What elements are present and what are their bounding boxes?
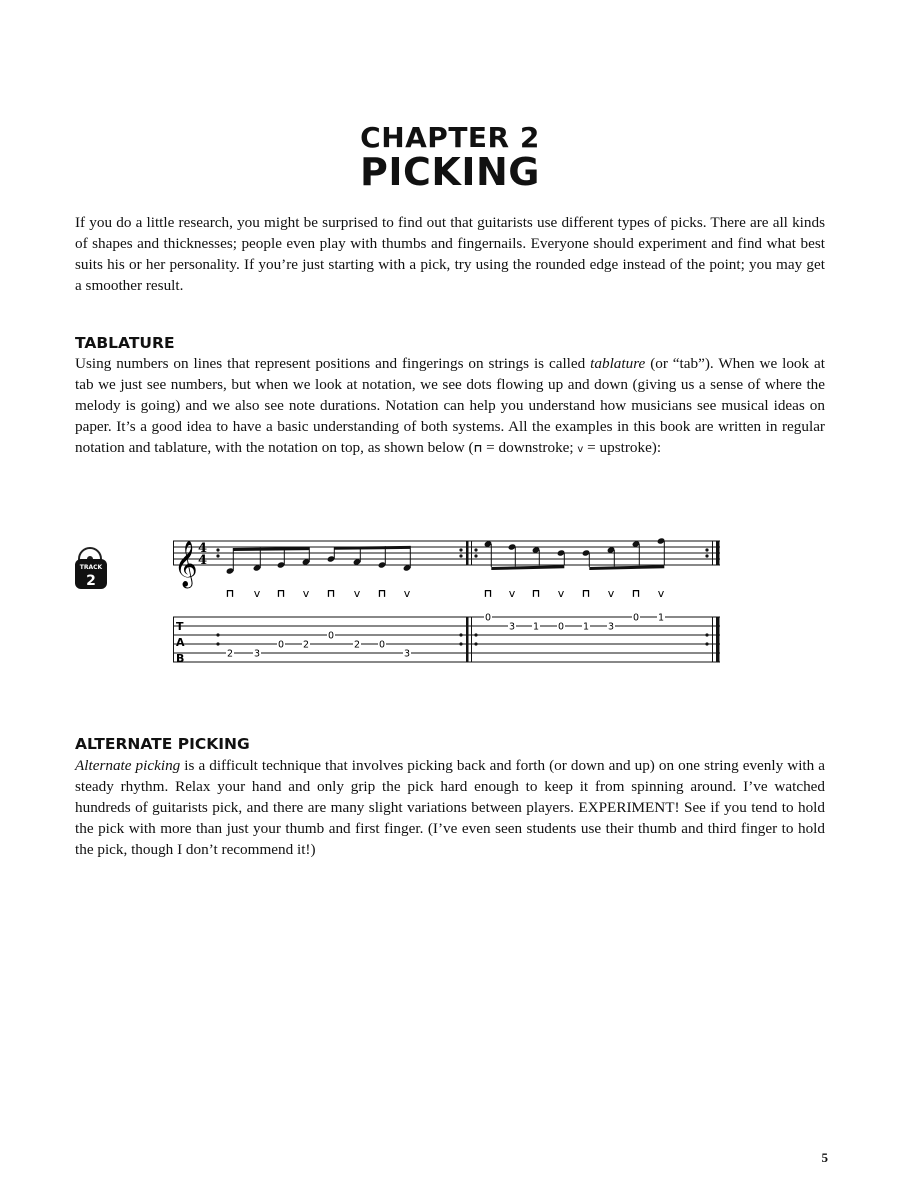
tab-number: 3: [607, 621, 615, 633]
tab-number: 3: [403, 648, 411, 660]
repeat-dot: [705, 642, 708, 645]
repeat-dot: [459, 554, 462, 557]
tab-number: 0: [632, 612, 640, 624]
alternate-picking-heading: ALTERNATE PICKING: [75, 735, 250, 753]
tab-number: 1: [532, 621, 540, 633]
downstroke-mark: ⊓: [631, 587, 641, 600]
downstroke-mark: ⊓: [377, 587, 387, 600]
repeat-dot: [459, 548, 462, 551]
time-signature-bottom: 4: [198, 553, 208, 568]
tab-number: 0: [277, 639, 285, 651]
tablature-heading: TABLATURE: [75, 334, 175, 352]
upstroke-label: = upstroke):: [583, 439, 662, 456]
tab-number: 1: [582, 621, 590, 633]
barline: [471, 617, 472, 662]
barline: [471, 541, 472, 565]
tablature-paragraph: [75, 353, 825, 460]
alternate-picking-text: is a difficult technique that involves picking back and forth (or down and up) on one string evenly with a steady rhythm. Relax your hand and only grip the pick hard enough to keep it from spinning around. I’ve watched hundreds of guitarists pick, and there are many slight variations between players. EXPERIMENT! See if you tend to hold the pick with more than just your thumb and first finger. (I’ve even seen students use their thumb and third finger to hold the pick, though I don’t recommend it!): [75, 757, 826, 858]
repeat-dot: [216, 642, 219, 645]
tab-letter-t: T: [176, 620, 184, 633]
repeat-dot: [705, 554, 708, 557]
repeat-dot: [474, 633, 477, 636]
chapter-title: PICKING: [360, 150, 540, 194]
upstroke-mark: v: [253, 587, 261, 600]
repeat-dot: [474, 554, 477, 557]
barline: [173, 617, 174, 662]
alternate-picking-paragraph: [75, 755, 825, 860]
upstroke-mark: v: [508, 587, 516, 600]
note-group: [226, 537, 666, 574]
page-number: 5: [821, 1150, 828, 1165]
upstroke-mark: v: [403, 587, 411, 600]
upstroke-mark: v: [302, 587, 310, 600]
barline: [712, 617, 713, 662]
upstroke-mark: v: [607, 587, 615, 600]
upstroke-mark: v: [557, 587, 565, 600]
tab-letter-a: A: [176, 636, 185, 649]
upstroke-symbol: v: [577, 444, 584, 455]
music-example: [70, 525, 730, 680]
barline-end-thick: [716, 617, 720, 662]
track-number: 2: [86, 573, 96, 589]
downstroke-mark: ⊓: [276, 587, 286, 600]
downstroke-mark: ⊓: [531, 587, 541, 600]
upstroke-mark: v: [353, 587, 361, 600]
tab-number: 3: [253, 648, 261, 660]
tab-number: 2: [302, 639, 310, 651]
tab-number-group: [226, 612, 665, 660]
downstroke-mark: ⊓: [483, 587, 493, 600]
repeat-dot: [705, 548, 708, 551]
tab-number: 2: [353, 639, 361, 651]
note-beam: [589, 565, 664, 570]
downstroke-symbol: ⊓: [473, 442, 483, 455]
downstroke-mark: ⊓: [326, 587, 336, 600]
track-label: TRACK: [79, 564, 103, 571]
repeat-dot: [474, 548, 477, 551]
track-badge: [75, 548, 107, 589]
tab-number: 0: [378, 639, 386, 651]
repeat-dot: [459, 633, 462, 636]
barline-repeat-thick: [466, 541, 469, 565]
tab-number: 0: [557, 621, 565, 633]
alternate-picking-term: Alternate picking: [75, 757, 181, 774]
barline: [712, 541, 713, 565]
repeat-dot: [216, 554, 219, 557]
note-beam: [334, 546, 410, 550]
pick-stroke-group: [226, 587, 665, 600]
note-beam: [233, 547, 309, 551]
repeat-dot: [216, 548, 219, 551]
note-beam: [491, 565, 564, 570]
upstroke-mark: v: [657, 587, 665, 600]
barline-repeat-thick: [466, 617, 469, 662]
repeat-dot: [474, 642, 477, 645]
tablature-text-after: (or “tab”). When we look at tab we just see numbers, but when we look at notation, we see dots flowing up and down (giving us a sense of where the melody is going) and we also see note durations. Notation can help you understand how musicians see musical ideas on paper. It’s a good idea to have a basic understanding of both systems. All the examples in this book are written in regular notation and tablature, with the notation on top, as shown below (: [75, 355, 825, 456]
treble-clef-icon: 𝄞: [174, 541, 198, 587]
downstroke-mark: ⊓: [225, 587, 235, 600]
tablature-text-before: Using numbers on lines that represent positions and fingerings on strings is called: [75, 355, 591, 372]
downstroke-label: = downstroke;: [482, 439, 578, 456]
tab-letter-b: B: [176, 652, 185, 665]
intro-paragraph: If you do a little research, you might be surprised to find out that guitarists use different types of picks. There are all kinds of shapes and thicknesses; people even play with thumbs and fingernails. Everyone should experiment and find what best suits his or her personality. If you’re just starting with a pick, try using the rounded edge instead of the point; you may get a smoother result.: [75, 214, 825, 294]
tab-number: 0: [484, 612, 492, 624]
repeat-dot: [705, 633, 708, 636]
tab-number: 1: [657, 612, 665, 624]
tab-number: 2: [226, 648, 234, 660]
repeat-dot: [216, 633, 219, 636]
tab-number: 3: [508, 621, 516, 633]
tablature-term: tablature: [590, 355, 646, 372]
chapter-label: CHAPTER 2: [360, 121, 540, 154]
tab-number: 0: [327, 630, 335, 642]
time-signature-top: 4: [198, 541, 208, 556]
downstroke-mark: ⊓: [581, 587, 591, 600]
notation-tab-figure: [70, 525, 730, 675]
repeat-dot: [459, 642, 462, 645]
barline-end-thick: [716, 541, 720, 565]
